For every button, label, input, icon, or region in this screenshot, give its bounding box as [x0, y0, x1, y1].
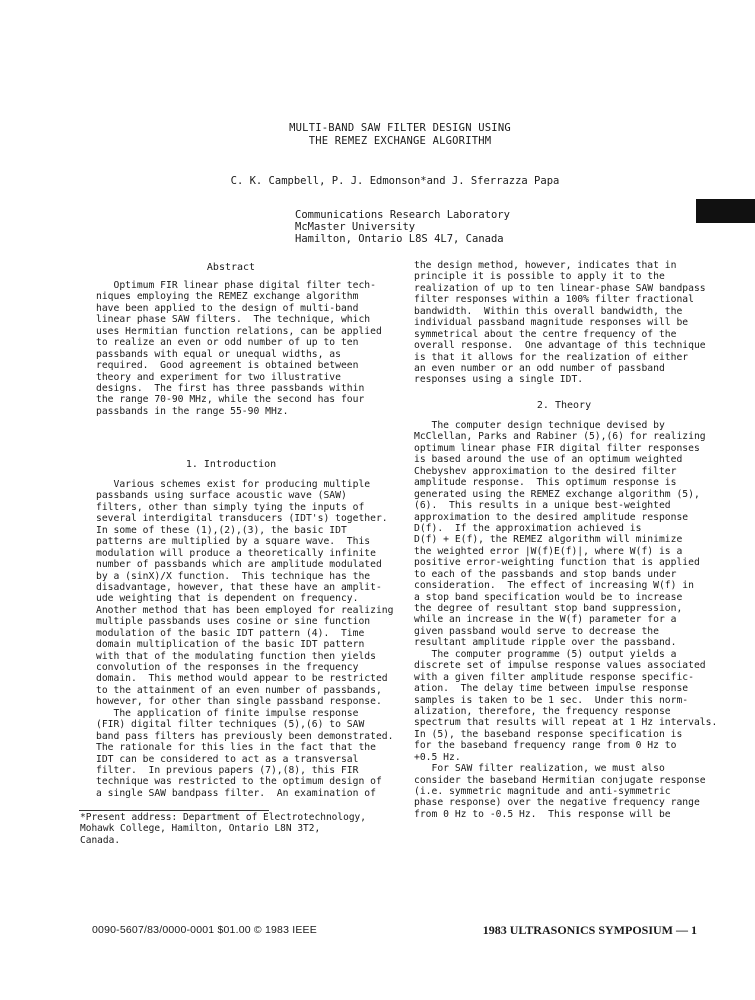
text-line: have been applied to the design of multi-band — [96, 302, 359, 314]
text-line: a single SAW bandpass filter. An examination of — [96, 787, 376, 799]
text-line: (i.e. symmetric magnitude and anti-symmetric — [414, 786, 671, 797]
text-line: is that it allows for the realization of either — [414, 351, 689, 363]
text-line: domain. This method would appear to be restricted — [96, 673, 388, 685]
text-line: optimum linear phase FIR digital filter responses — [414, 442, 700, 454]
text-line: The rationale for this lies in the fact that the — [96, 742, 376, 754]
text-line: overall response. One advantage of this technique — [414, 340, 706, 352]
text-line: passbands using surface acoustic wave (SAW) — [96, 490, 347, 502]
text-line: to realize an even or odd number of up to ten — [96, 337, 359, 349]
affiliation-line: Communications Research Laboratory — [295, 209, 510, 221]
text-line: the range 70-90 MHz, while the second has four — [96, 394, 365, 406]
author-footnote — [80, 812, 366, 846]
text-line: IDT can be considered to act as a transversal — [96, 753, 359, 765]
text-line: required. Good agreement is obtained between — [96, 360, 359, 372]
text-line: realization of up to ten linear-phase SAW bandpass — [414, 282, 706, 294]
text-line: Chebyshev approximation to the desired filter — [414, 465, 677, 477]
text-line: Mohawk College, Hamilton, Ontario L8N 3T2, — [80, 823, 321, 835]
text-line: the degree of resultant stop band suppression, — [414, 603, 683, 614]
text-line: *Present address: Department of Electrotechnology, — [80, 812, 366, 823]
text-line: patterns are multiplied by a square wave. This — [96, 536, 371, 548]
text-line: responses using a single IDT. — [414, 374, 584, 386]
text-line: the design method, however, indicates that in — [414, 260, 677, 271]
text-line: by a (sinX)/X function. This technique has the — [96, 570, 371, 582]
text-line: a stop band specification would be to increase — [414, 591, 683, 603]
text-line: The computer programme (5) output yields a — [414, 648, 677, 660]
theory-body — [414, 420, 744, 820]
text-line: resultant amplitude ripple over the passband. — [414, 637, 677, 649]
text-line: D(f). If the approximation achieved is — [414, 522, 642, 534]
text-line: consideration. The effect of increasing W(f) in — [414, 580, 694, 592]
introduction-body — [96, 479, 396, 799]
paper-authors: C. K. Campbell, P. J. Edmonson*and J. Sferrazza Papa — [230, 175, 560, 187]
text-line: with a given filter amplitude response specific- — [414, 671, 694, 683]
text-line: Canada. — [80, 834, 121, 846]
text-line: designs. The first has three passbands within — [96, 382, 365, 394]
affiliation-line: Hamilton, Ontario L8S 4L7, Canada — [295, 233, 504, 245]
text-line: an even number or an odd number of passband — [414, 362, 665, 374]
text-line: while an increase in the W(f) parameter for a — [414, 614, 677, 626]
text-line: filter. In previous papers (7),(8), this FIR — [96, 764, 359, 776]
text-line: In some of these (1),(2),(3), the basic IDT — [96, 524, 347, 536]
text-line: discrete set of impulse response values associated — [414, 660, 706, 672]
text-line: convolution of the responses in the frequency — [96, 662, 359, 673]
text-line: number of passbands which are amplitude modulated — [96, 559, 382, 571]
text-line: is based around the use of an optimum weighted — [414, 454, 683, 466]
text-line: passbands with equal or unequal widths, as — [96, 348, 341, 360]
text-line: niques employing the REMEZ exchange algorithm — [96, 291, 359, 303]
text-line: amplitude response. This optimum response is — [414, 477, 677, 489]
text-line: D(f) + E(f), the REMEZ algorithm will minimize — [414, 534, 683, 546]
text-line: band pass filters has previously been demonstrated. — [96, 730, 394, 742]
symposium-page-label: 1983 ULTRASONICS SYMPOSIUM — 1 — [482, 923, 697, 937]
text-line: domain multiplication of the basic IDT pattern — [96, 639, 365, 651]
text-line: alization, therefore, the frequency response — [414, 705, 671, 717]
text-line: given passband would serve to decrease the — [414, 625, 659, 637]
text-line: disadvantage, however, that these have an amplit- — [96, 581, 382, 593]
text-line: Various schemes exist for producing multiple — [96, 479, 371, 490]
text-line: the weighted error |W(f)E(f)|, where W(f) is a — [414, 545, 683, 557]
text-line: for the baseband frequency range from 0 Hz to — [414, 740, 677, 752]
affiliation-line: McMaster University — [295, 221, 416, 233]
text-line: (FIR) digital filter techniques (5),(6) to SAW — [96, 719, 365, 731]
text-line: (6). This results in a unique best-weighted — [414, 500, 671, 512]
text-line: Another method that has been employed for realizing — [96, 604, 394, 616]
text-line: samples is taken to be 1 sec. Under this norm- — [414, 694, 689, 706]
text-line: filters, other than simply tying the inputs of — [96, 501, 365, 513]
text-line: positive error-weighting function that is applied — [414, 557, 700, 569]
footnote-rule — [79, 810, 269, 811]
text-line: uses Hermitian function relations, can be applied — [96, 325, 382, 337]
text-line: modulation will produce a theoretically infinite — [96, 547, 376, 559]
text-line: McClellan, Parks and Rabiner (5),(6) for realizing — [414, 431, 706, 443]
text-line: passbands in the range 55-90 MHz. — [96, 405, 289, 417]
text-line: symmetrical about the centre frequency of the — [414, 328, 677, 340]
text-line: to each of the passbands and stop bands under — [414, 568, 677, 580]
text-line: filter responses within a 100% filter fractional — [414, 294, 694, 306]
abstract-body — [96, 280, 396, 417]
text-line: modulation of the basic IDT pattern (4). Time — [96, 627, 365, 639]
text-line: to the attainment of an even number of passbands, — [96, 684, 382, 696]
text-line: from 0 Hz to -0.5 Hz. This response will be — [414, 808, 671, 820]
text-line: ation. The delay time between impulse response — [414, 683, 689, 695]
text-line: individual passband magnitude responses will be — [414, 317, 689, 329]
affiliation — [295, 209, 510, 245]
text-line: Optimum FIR linear phase digital filter tech- — [96, 280, 376, 291]
paper-title-line1: MULTI-BAND SAW FILTER DESIGN USING — [289, 122, 511, 134]
text-line: consider the baseband Hermitian conjugate response — [414, 774, 706, 786]
text-line: ude weighting that is dependent on frequency. — [96, 593, 359, 605]
abstract-heading: Abstract — [206, 262, 256, 273]
text-line: In (5), the baseband response specification is — [414, 728, 683, 740]
text-line: linear phase SAW filters. The technique, which — [96, 314, 371, 326]
text-line: multiple passbands uses cosine or sine function — [96, 616, 371, 628]
text-line: spectrum that results will repeat at 1 Hz intervals. — [414, 717, 718, 729]
paper-title-line2: THE REMEZ EXCHANGE ALGORITHM — [308, 135, 492, 147]
text-line: phase response) over the negative frequency range — [414, 797, 700, 809]
text-line: bandwidth. Within this overall bandwidth, the — [414, 305, 683, 317]
copyright-line: 0090-5607/83/0000-0001 $01.00 © 1983 IEEE — [92, 924, 317, 936]
text-line: approximation to the desired amplitude response — [414, 511, 689, 523]
text-line: For SAW filter realization, we must also — [414, 763, 665, 775]
text-line: however, for other than single passband response. — [96, 696, 382, 708]
right-column-continuation — [414, 260, 744, 386]
text-line: The application of finite impulse response — [96, 707, 359, 719]
text-line: +0.5 Hz. — [414, 751, 461, 763]
text-line: The computer design technique devised by — [414, 420, 665, 431]
theory-heading: 2. Theory — [536, 400, 592, 411]
text-line: theory and experiment for two illustrative — [96, 371, 341, 383]
page-edge-tab-marker — [696, 199, 755, 223]
text-line: with that of the modulating function then yields — [96, 650, 376, 662]
text-line: principle it is possible to apply it to the — [414, 271, 665, 283]
text-line: several interdigital transducers (IDT's) together. — [96, 513, 388, 525]
introduction-heading: 1. Introduction — [185, 459, 277, 470]
text-line: technique was restricted to the optimum design of — [96, 776, 382, 788]
text-line: generated using the REMEZ exchange algorithm (5), — [414, 488, 700, 500]
